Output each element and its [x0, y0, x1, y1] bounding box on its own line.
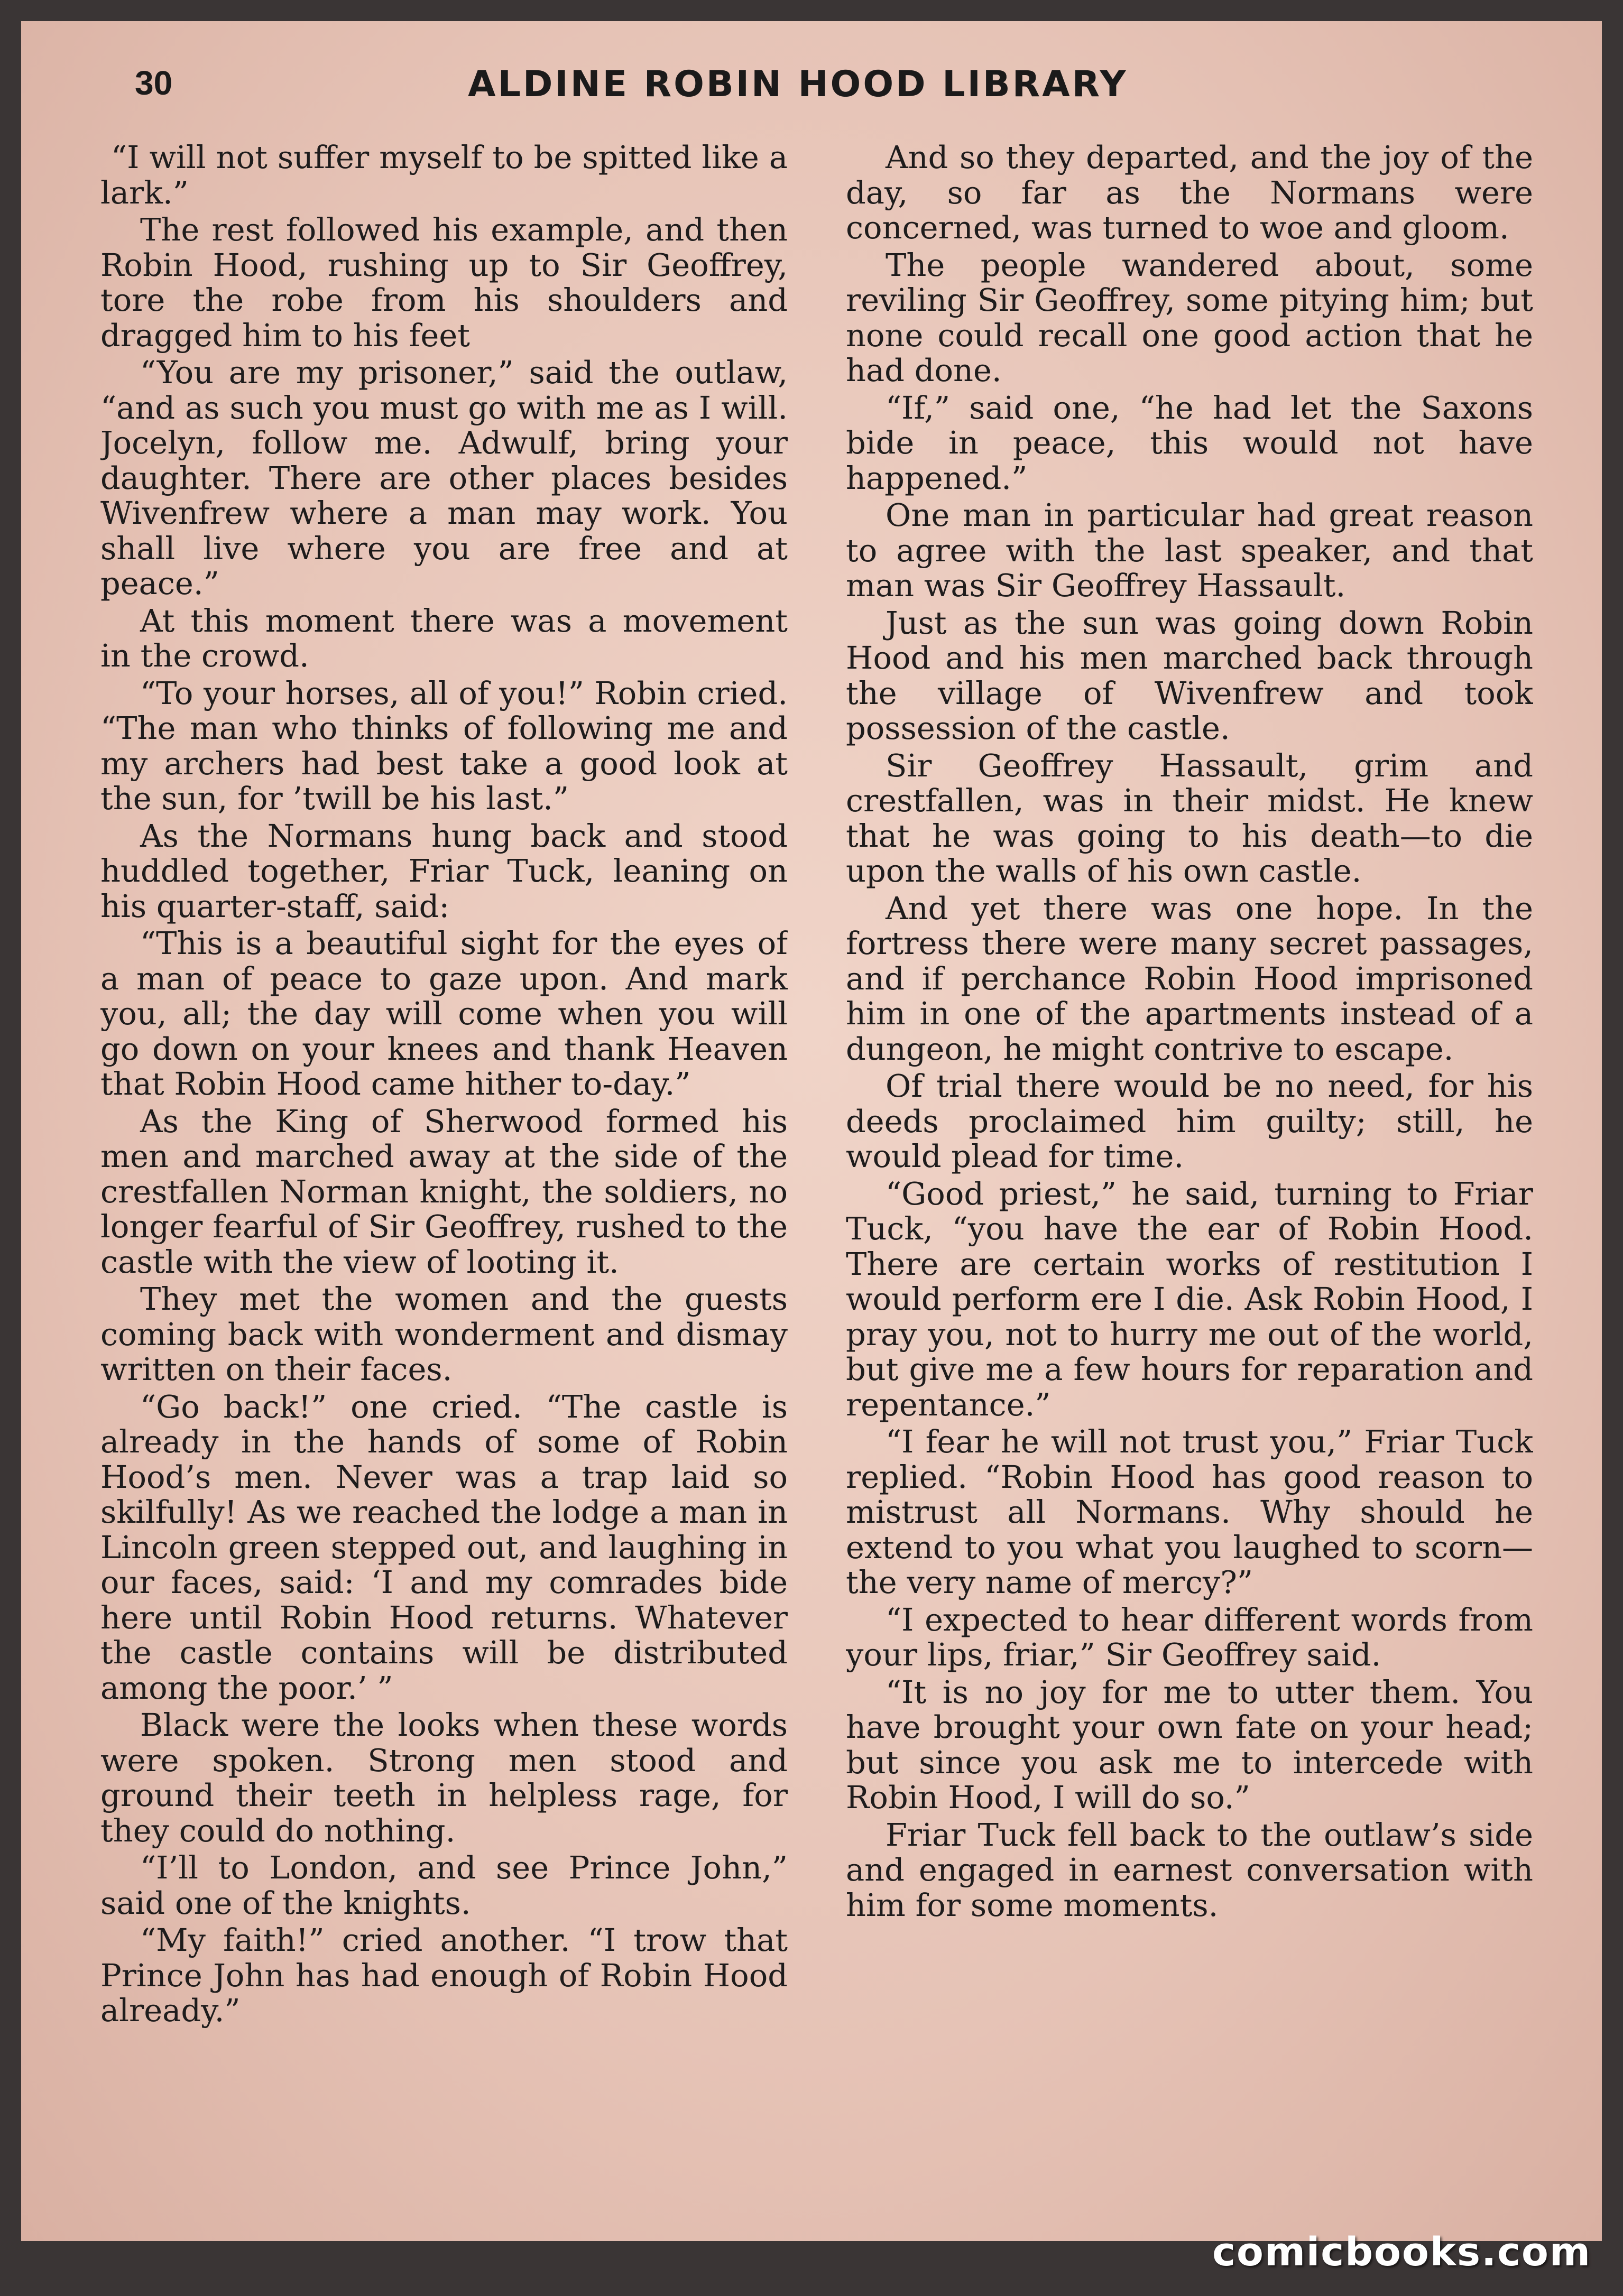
paragraph: “I expected to hear different words from your lips, friar,” Sir Geoffrey said. — [846, 1601, 1533, 1673]
paragraph: At this moment there was a movement in the crowd. — [100, 602, 788, 674]
paragraph: “My faith!” cried another. “I trow that Prince John has had enough of Robin Hood already.” — [100, 1922, 788, 2029]
paragraph: “I fear he will not trust you,” Friar Tuck replied. “Robin Hood has good reason to mistrust all Normans. Why should he extend to you what you laughed to scorn—the very name of mercy?” — [846, 1423, 1533, 1600]
paragraph: And yet there was one hope. In the fortress there were many secret passages, and if perchance Robin Hood imprisoned him in one of the apartments instead of a dungeon, he might contrive to escape. — [846, 890, 1533, 1067]
paragraph: And so they departed, and the joy of the day, so far as the Normans were concerned, was turned to woe and gloom. — [846, 140, 1533, 246]
paragraph: The rest followed his example, and then Robin Hood, rushing up to Sir Geoffrey, tore the robe from his shoulders and dragged him to his feet — [100, 211, 788, 354]
paragraph: “This is a beautiful sight for the eyes of a man of peace to gaze upon. And mark you, all; the day will come when you will go down on your knees and thank Heaven that Robin Hood came hither to-day.” — [100, 925, 788, 1102]
page-header — [135, 53, 1245, 122]
paragraph: “I will not suffer myself to be spitted like a lark.” — [100, 140, 788, 211]
paragraph: “If,” said one, “he had let the Saxons bide in peace, this would not have happened.” — [846, 389, 1533, 496]
paragraph: Just as the sun was going down Robin Hood and his men marched back through the village of Wivenfrew and took possession of the castle. — [846, 604, 1533, 746]
paragraph: “To your horses, all of you!” Robin cried. “The man who thinks of following me and my archers had best take a good look at the sun, for ’twill be his last.” — [100, 674, 788, 817]
site-watermark: comicbooks.com — [1212, 2229, 1591, 2275]
paragraph: “It is no joy for me to utter them. You have brought your own fate on your head; but since you ask me to intercede with Robin Hood, I will do so.” — [846, 1673, 1533, 1816]
running-title: ALDINE ROBIN HOOD LIBRARY — [468, 63, 1128, 105]
paragraph: “Good priest,” he said, turning to Friar Tuck, “you have the ear of Robin Hood. There are certain works of restitution I would perform ere I die. Ask Robin Hood, I pray you, not to hurry me out of the world, but give me a few hours for reparation and repentance.” — [846, 1175, 1533, 1423]
paragraph: One man in particular had great reason to agree with the last speaker, and that man was Sir Geoffrey Hassault. — [846, 497, 1533, 604]
paragraph: As the King of Sherwood formed his men and marched away at the side of the crestfallen Norman knight, the soldiers, no longer fearful of Sir Geoffrey, rushed to the castle with the view of looting it. — [100, 1103, 788, 1280]
paragraph: They met the women and the guests coming back with wonderment and dismay written on their faces. — [100, 1281, 788, 1387]
paragraph: Friar Tuck fell back to the outlaw’s side and engaged in earnest conversation with him for some moments. — [846, 1816, 1533, 1923]
book-page — [21, 21, 1602, 2241]
paragraph: Black were the looks when these words were spoken. Strong men stood and ground their teeth in helpless rage, for they could do nothing. — [100, 1707, 788, 1849]
paragraph: “Go back!” one cried. “The castle is already in the hands of some of Robin Hood’s men. Never was a trap laid so skilfully! As we reached the lodge a man in Lincoln green stepped out, and laughing in our faces, said: ‘I and my comrades bide here until Robin Hood returns. Whatever the castle contains will be distributed among the poor.’ ” — [100, 1388, 788, 1706]
paragraph: Of trial there would be no need, for his deeds proclaimed him guilty; still, he would plead for time. — [846, 1068, 1533, 1174]
paragraph: As the Normans hung back and stood huddled together, Friar Tuck, leaning on his quarter-staff, said: — [100, 817, 788, 924]
left-text-column — [100, 140, 788, 2149]
paragraph: “I’ll to London, and see Prince John,” said one of the knights. — [100, 1849, 788, 1921]
page-number: 30 — [135, 64, 173, 102]
paragraph: “You are my prisoner,” said the outlaw, “and as such you must go with me as I will. Jocelyn, follow me. Adwulf, bring your daughter. There are other places besides Wivenfrew where a man may work. You shall live where you are free and at peace.” — [100, 354, 788, 601]
right-text-column — [846, 140, 1533, 2149]
paragraph: The people wandered about, some reviling Sir Geoffrey, some pitying him; but none could recall one good action that he had done. — [846, 246, 1533, 388]
paragraph: Sir Geoffrey Hassault, grim and crestfallen, was in their midst. He knew that he was going to his death—to die upon the walls of his own castle. — [846, 747, 1533, 889]
